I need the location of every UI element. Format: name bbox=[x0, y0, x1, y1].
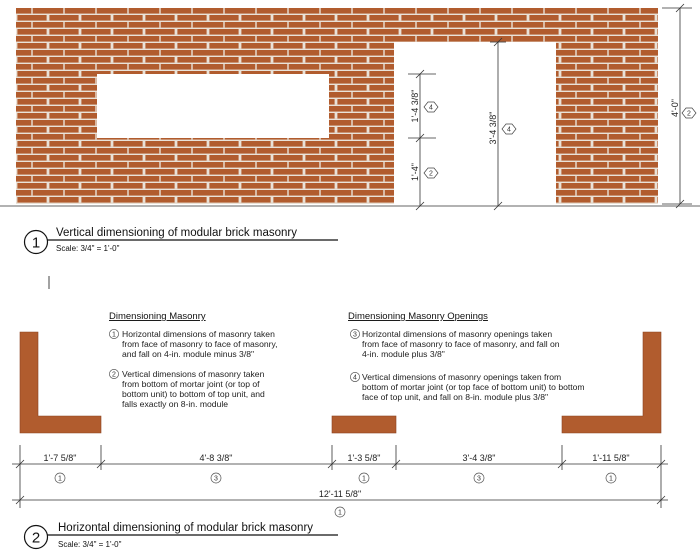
detail-1-title: Vertical dimensioning of modular brick masonry bbox=[56, 227, 297, 239]
wall-height-tag bbox=[682, 108, 696, 118]
detail-2-number: 2 bbox=[31, 529, 41, 547]
window-opening bbox=[97, 74, 329, 138]
svg-text:from face of masonry to face o: from face of masonry to face of masonry, and fall on bbox=[362, 339, 560, 349]
svg-text:from face of masonry to face o: from face of masonry to face of masonry, bbox=[122, 339, 278, 349]
svg-text:face of top unit, and fall on: face of top unit, and fall on 8-in. module plus 3/8" bbox=[362, 392, 549, 402]
svg-text:1: 1 bbox=[112, 331, 116, 339]
svg-text:Horizontal dimensions of mason: Horizontal dimensions of masonry openings taken bbox=[362, 329, 553, 339]
svg-text:4-in. module plus 3/8": 4-in. module plus 3/8" bbox=[362, 349, 445, 359]
note-openings-3 bbox=[350, 329, 559, 359]
detail-2-title-block bbox=[25, 522, 339, 549]
svg-text:1: 1 bbox=[609, 475, 613, 483]
svg-text:bottom unit) to bottom of top: bottom unit) to bottom of top unit, and bbox=[122, 389, 265, 399]
detail-1-title-block bbox=[25, 227, 339, 254]
notes-openings-heading: Dimensioning Masonry Openings bbox=[348, 311, 488, 322]
svg-text:1: 1 bbox=[362, 475, 366, 483]
notes-masonry-heading: Dimensioning Masonry bbox=[109, 311, 206, 322]
detail-1-scale: Scale: 3/4" = 1'-0" bbox=[56, 244, 120, 253]
sill-height-label: 1'-4" bbox=[410, 163, 420, 181]
svg-text:3: 3 bbox=[353, 331, 357, 339]
svg-text:3'-4 3/8": 3'-4 3/8" bbox=[462, 453, 496, 463]
svg-text:4'-8 3/8": 4'-8 3/8" bbox=[199, 453, 233, 463]
notes-dimensioning-openings bbox=[348, 311, 585, 402]
svg-text:4: 4 bbox=[353, 374, 357, 382]
svg-text:3: 3 bbox=[214, 475, 218, 483]
svg-text:1'-11 5/8": 1'-11 5/8" bbox=[592, 453, 630, 463]
dim-segment-3 bbox=[348, 453, 381, 483]
dim-segment-2 bbox=[200, 453, 233, 483]
svg-text:from bottom of mortar joint (o: from bottom of mortar joint (or top of bbox=[122, 379, 260, 389]
note-openings-4 bbox=[350, 372, 584, 402]
svg-text:2: 2 bbox=[687, 110, 691, 118]
svg-text:1'-7 5/8": 1'-7 5/8" bbox=[43, 453, 77, 463]
detail-2-title: Horizontal dimensioning of modular brick masonry bbox=[58, 522, 314, 534]
svg-text:3: 3 bbox=[477, 475, 481, 483]
dim-segment-4 bbox=[463, 453, 496, 483]
svg-text:1: 1 bbox=[58, 475, 62, 483]
svg-text:12'-11 5/8": 12'-11 5/8" bbox=[318, 489, 362, 499]
svg-text:2: 2 bbox=[429, 170, 433, 178]
svg-text:Horizontal dimensions of mason: Horizontal dimensions of masonry taken bbox=[122, 329, 275, 339]
detail-2-scale: Scale: 3/4" = 1'-0" bbox=[58, 540, 122, 549]
svg-text:Vertical dimensions of masonry: Vertical dimensions of masonry taken bbox=[122, 369, 265, 379]
svg-text:Vertical dimensions of masonry: Vertical dimensions of masonry openings taken from bbox=[362, 372, 562, 382]
wall-height-label: 4'-0" bbox=[670, 99, 680, 117]
door-height-label: 3'-4 3/8" bbox=[488, 111, 498, 145]
svg-text:bottom of mortar joint (or top: bottom of mortar joint (or top face of bottom unit) to bottom bbox=[362, 382, 585, 392]
svg-text:2: 2 bbox=[112, 371, 116, 379]
svg-text:falls exactly on 8-in. module: falls exactly on 8-in. module bbox=[122, 399, 229, 409]
dim-segment-1 bbox=[44, 453, 77, 483]
dim-overall bbox=[319, 489, 361, 517]
detail-1-number: 1 bbox=[31, 234, 41, 252]
svg-text:4: 4 bbox=[507, 126, 511, 134]
svg-text:1: 1 bbox=[338, 509, 342, 517]
window-height-label: 1'-4 3/8" bbox=[410, 89, 420, 123]
left-corner-segment bbox=[20, 332, 101, 433]
dim-segment-5 bbox=[592, 453, 629, 483]
brick-wall-elevation bbox=[16, 8, 658, 205]
svg-text:1'-3 5/8": 1'-3 5/8" bbox=[347, 453, 381, 463]
svg-text:and fall on 4-in. module minus: and fall on 4-in. module minus 3/8" bbox=[122, 349, 255, 359]
svg-text:4: 4 bbox=[429, 104, 433, 112]
note-masonry-1 bbox=[109, 329, 277, 359]
note-masonry-2 bbox=[109, 369, 265, 409]
notes-dimensioning-masonry bbox=[109, 311, 278, 409]
center-pier-segment bbox=[332, 416, 396, 433]
